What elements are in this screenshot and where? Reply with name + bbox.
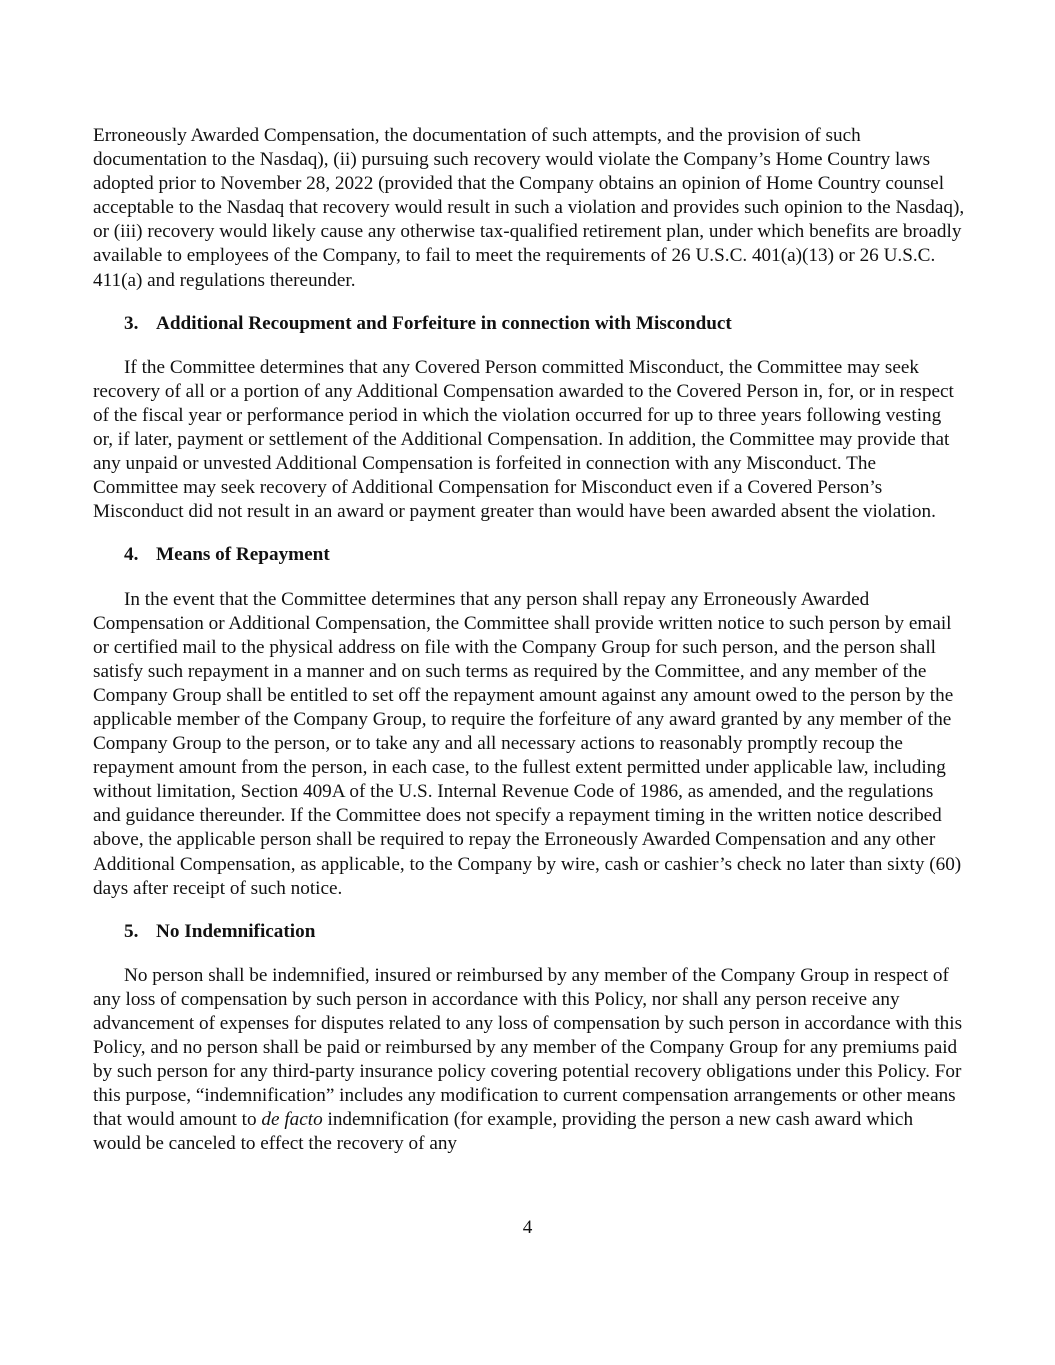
section-5-text-after: indemnification (for example, providing the person a new cash award which would be canceled to effect the recovery of any xyxy=(93,1109,914,1155)
section-5-paragraph xyxy=(93,964,965,1157)
section-4-paragraph: In the event that the Committee determines that any person shall repay any Erroneously Awarded Compensation or Additional Compensation, the Committee shall provide written notice to such person by email or certified mail to the physical address on file with the Company Group for such person, and the person shall satisfy such repayment in a manner and on such terms as required by the Committee, and any member of the Company Group shall be entitled to set off the repayment amount against any amount owed to the person by the applicable member of the Company Group, to require the forfeiture of any award granted by any member of the Company Group to the person, or to take any and all necessary actions to reasonably promptly recoup the repayment amount from the person, in each case, to the fullest extent permitted under applicable law, including without limitation, Section 409A of the U.S. Internal Revenue Code of 1986, as amended, and the regulations and guidance thereunder. If the Committee does not specify a repayment timing in the written notice described above, the applicable person shall be required to repay the Erroneously Awarded Compensation and any other Additional Compensation, as applicable, to the Company by wire, cash or cashier’s check no later than sixty (60) days after receipt of such notice. xyxy=(93,588,962,899)
page-number: 4 xyxy=(522,1217,533,1238)
section-5-title: No Indemnification xyxy=(156,920,316,942)
section-4-title: Means of Repayment xyxy=(156,544,330,566)
section-3-title: Additional Recoupment and Forfeiture in connection with Misconduct xyxy=(156,312,732,334)
section-5-italic-term: de facto xyxy=(261,1109,323,1131)
section-5-heading xyxy=(124,920,965,944)
section-4-number: 4. xyxy=(124,544,139,566)
section-5-number: 5. xyxy=(124,920,139,942)
section-5-text-before: No person shall be indemnified, insured or reimbursed by any member of the Company Group in respect of any loss of compensation by such person in accordance with this Policy, nor shall any person receive any advancement of expenses for disputes related to any loss of compensation by such person in accordance with this Policy, and no person shall be paid or reimbursed by any member of the Company Group for any premiums paid by such person for any third-party insurance policy covering potential recovery obligations under this Policy. For this purpose, “indemnification” includes any modification to current compensation arrangements or other means that would amount to xyxy=(93,964,963,1131)
continued-paragraph: Erroneously Awarded Compensation, the documentation of such attempts, and the provision of such documentation to the Nasdaq), (ii) pursuing such recovery would violate the Company’s Home Country laws adopted prior to November 28, 2022 (provided that the Company obtains an opinion of Home Country counsel acceptable to the Nasdaq that recovery would result in such a violation and provides such opinion to the Nasdaq), or (iii) recovery would likely cause any otherwise tax-qualified retirement plan, under which benefits are broadly available to employees of the Company, to fail to meet the requirements of 26 U.S.C. 401(a)(13) or 26 U.S.C. 411(a) and regulations thereunder. xyxy=(93,125,965,291)
section-3-heading xyxy=(124,312,965,336)
section-4-heading xyxy=(124,543,965,567)
section-3-number: 3. xyxy=(124,312,139,334)
section-3-paragraph: If the Committee determines that any Covered Person committed Misconduct, the Committee may seek recovery of all or a portion of any Additional Compensation awarded to the Covered Person in, for, or in respect of the fiscal year or performance period in which the violation occurred for up to three years following vesting or, if later, payment or settlement of the Additional Compensation. In addition, the Committee may provide that any unpaid or unvested Additional Compensation is forfeited in connection with any Misconduct. The Committee may seek recovery of Additional Compensation for Misconduct even if a Covered Person’s Misconduct did not result in an award or payment greater than would have been awarded absent the violation. xyxy=(93,356,954,523)
document-page xyxy=(93,124,965,1157)
